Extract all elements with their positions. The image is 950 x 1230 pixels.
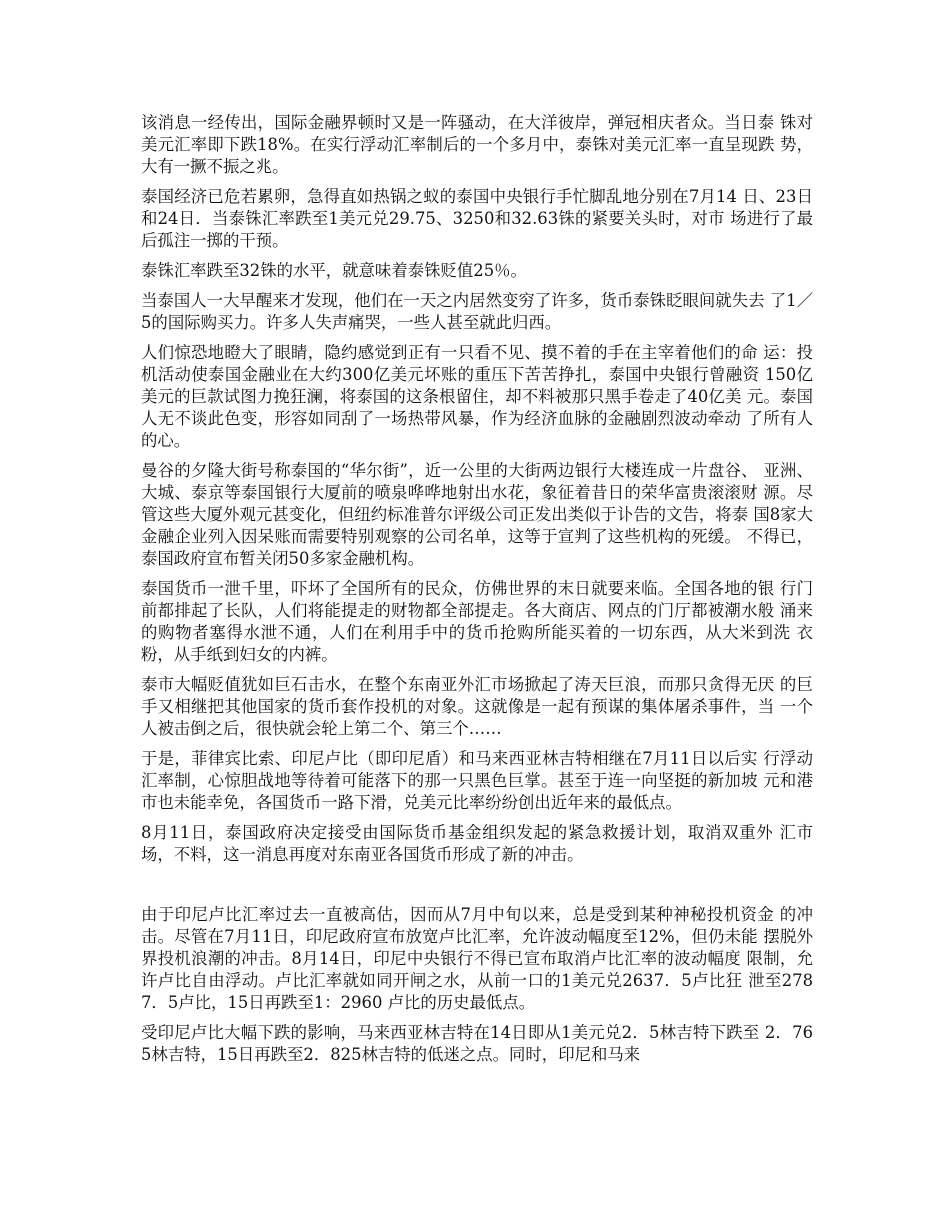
paragraph: 该消息一经传出，国际金融界顿时又是一阵骚动，在大洋彼岸，弹冠相庆者众。当日泰 铢对美元汇率即下跌18%。在实行浮动汇率制后的一个多月中，泰铢对美元汇率一直呈现跌 势，大有一撅不振之兆。 bbox=[141, 113, 813, 176]
section-gap bbox=[141, 874, 813, 904]
paragraph: 曼谷的夕隆大街号称泰国的“华尔街”，近一公里的大街两边银行大楼连成一片盘谷、 亚洲、大城、泰京等泰国银行大厦前的喷泉哗哗地射出水花，象征着昔日的荣华富贵滚滚财 源。尽管这些大厦外观元甚变化，但纽约标准普尔评级公司正发出类似于讣告的文告，将泰 国8家大金融企业列入因呆账而需要特别观察的公司名单，这等于宣判了这些机构的死缓。 不得已，泰国政府宣布暂关闭50多家金融机构。 bbox=[141, 461, 813, 568]
paragraph: 于是，菲律宾比索、印尼卢比（即印尼盾）和马来西亚林吉特相继在7月11日以后实 行浮动汇率制，心惊胆战地等待着可能落下的那一只黑色巨掌。甚至于连一向坚挺的新加坡 元和港市也未能幸免，各国货币一路下滑，兑美元比率纷纷创出近年来的最低点。 bbox=[141, 749, 813, 812]
paragraph: 泰铢汇率跌至32铢的水平，就意味着泰铢贬值25％。 bbox=[141, 261, 527, 280]
paragraph: 受印尼卢比大幅下跌的影响，马来西亚林吉特在14日即从1美元兑2．5林吉特下跌至 2．765林吉特，15日再跌至2．825林吉特的低迷之点。同时，印尼和马来 bbox=[141, 1023, 813, 1064]
paragraph: 泰国经济已危若累卵，急得直如热锅之蚁的泰国中央银行手忙脚乱地分别在7月14 日、23日和24日．当泰铢汇率跌至1美元兑29.75、3250和32.63铢的紧要关头时，对市 场进行了最后孤注一掷的干预。 bbox=[141, 187, 813, 250]
paragraph: 泰国货币一泄千里，吓坏了全国所有的民众，仿佛世界的末日就要来临。全国各地的银 行门前都排起了长队，人们将能提走的财物都全部提走。各大商店、网点的门厅都被潮水般 涌来的购物者塞得水泄不通，人们在利用手中的货币抢购所能买着的一切东西，从大米到洗 衣粉，从手纸到妇女的内裤。 bbox=[141, 579, 813, 664]
document-page bbox=[141, 112, 813, 1074]
paragraph: 由于印尼卢比汇率过去一直被高估，因而从7月中旬以来，总是受到某种神秘投机资金 的冲击。尽管在7月11日，印尼政府宣布放宽卢比汇率，允许波动幅度至12%，但仍未能 摆脱外界投机浪潮的冲击。8月14日，印尼中央银行不得已宣布取消卢比汇率的波动幅度 限制，允许卢比自由浮动。卢比汇率就如同开闸之水，从前一口的1美元兑2637．5卢比狂 泄至2787．5卢比，15日再跌至1：2960 卢比的历史最低点。 bbox=[141, 905, 813, 1012]
paragraph: 人们惊恐地瞪大了眼睛，隐约感觉到正有一只看不见、摸不着的手在主宰着他们的命 运：投机活动使泰国金融业在大约300亿美元坏账的重压下苦苦挣扎，泰国中央银行曾融资 150亿美元的巨款试图力挽狂澜，将泰国的这条根留住，却不料被那只黑手卷走了40亿美 元。泰国人无不谈此色变，形容如同刮了一场热带风暴，作为经济血脉的金融剧烈波动牵动 了所有人的心。 bbox=[141, 343, 813, 450]
paragraph: 8月11日，泰国政府决定接受由国际货币基金组织发起的紧急救援计划，取消双重外 汇市场，不料，这一消息再度对东南亚各国货币形成了新的冲击。 bbox=[141, 823, 813, 864]
paragraph: 当泰国人一大早醒来才发现，他们在一天之内居然变穷了许多，货币泰铢眨眼间就失去 了1／5的国际购买力。许多人失声痛哭，一些人甚至就此归西。 bbox=[141, 291, 813, 332]
paragraph: 泰市大幅贬值犹如巨石击水，在整个东南亚外汇市场掀起了涛天巨浪，而那只贪得无厌 的巨手又相继把其他国家的货币套作投机的对象。这就像是一起有预谋的集体屠杀事件，当 一个人被击倒之后，很快就会轮上第二个、第三个…… bbox=[141, 675, 813, 738]
